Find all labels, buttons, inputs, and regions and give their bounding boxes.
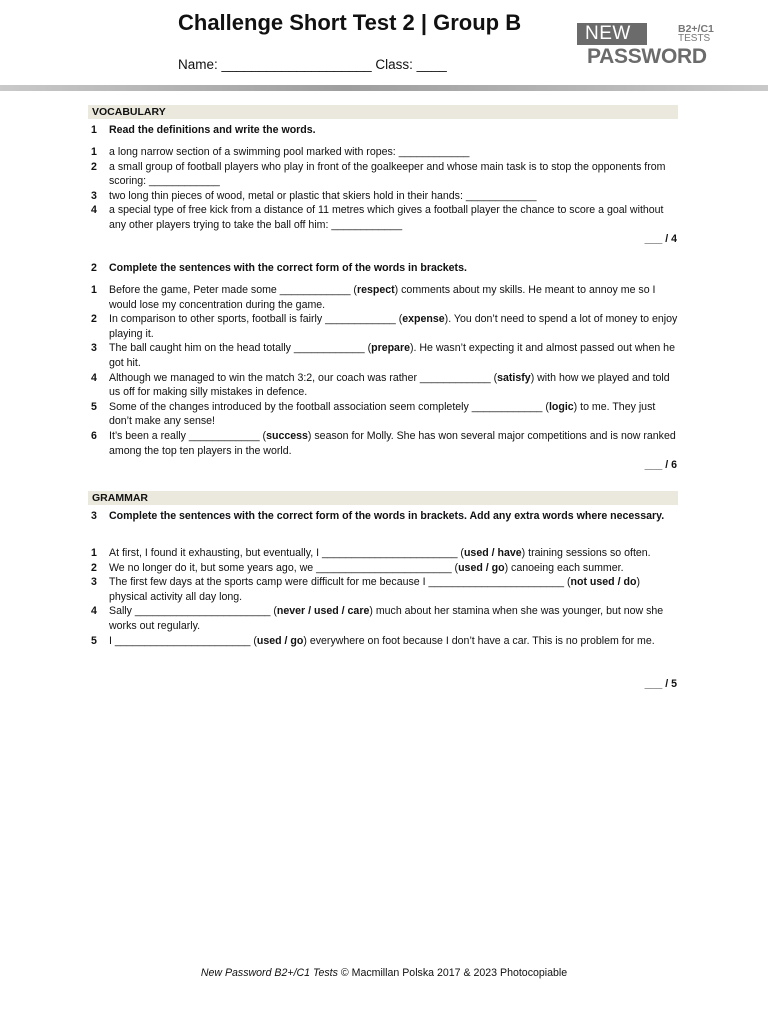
bracket-word: satisfy: [497, 371, 531, 384]
task-3-score: ___ / 5: [644, 678, 677, 690]
list-item: [91, 341, 681, 370]
logo-level-text: B2+/C1: [678, 23, 714, 35]
logo-new-text: NEW: [577, 23, 647, 45]
task-1-items: [91, 145, 681, 233]
item-number: 4: [91, 204, 97, 217]
list-item: [91, 400, 681, 429]
item-text: Before the game, Peter made some ____________ (respect) comments about my skills. He meant to annoy me so I would lose my concentration during the game.: [109, 284, 656, 311]
item-number: 4: [91, 371, 97, 384]
task-3-items: [91, 546, 681, 648]
item-text: Some of the changes introduced by the football association seem completely ____________ (logic) to me. They just don’t make any sense!: [109, 400, 656, 428]
task-number: 2: [91, 262, 97, 274]
item-number: 4: [91, 605, 97, 618]
list-item: [91, 371, 681, 400]
task-2-instruction: [91, 261, 681, 276]
item-text: In comparison to other sports, football is fairly ____________ (expense). You don’t need to spend a lot of money to enjoy playing it.: [109, 313, 678, 340]
item-text: The first few days at the sports camp were difficult for me because I _______________________ (not used / do) physical activity all day long.: [109, 576, 640, 603]
new-password-logo: [577, 23, 717, 69]
item-text: We no longer do it, but some years ago, we _______________________ (used / go) canoeing each summer.: [109, 561, 624, 574]
item-text: At first, I found it exhausting, but eventually, I _______________________ (used / have) training sessions so often.: [109, 547, 651, 559]
item-text: The ball caught him on the head totally ____________ (prepare). He wasn’t expecting it and almost passed out when he got hit.: [109, 342, 675, 369]
list-item: [91, 145, 681, 160]
item-text: a small group of football players who play in front of the goalkeeper and whose main task is to stop the opponents from scoring: ____________: [109, 160, 666, 188]
list-item: [91, 429, 681, 458]
task-1-score: ___ / 4: [644, 233, 677, 245]
list-item: [91, 312, 681, 341]
item-number: 6: [91, 429, 97, 442]
bracket-word: never / used / care: [276, 605, 370, 618]
bracket-word: used / go: [458, 561, 505, 574]
task-text: Read the definitions and write the words.: [109, 124, 316, 136]
task-2-score: ___ / 6: [644, 459, 677, 471]
item-number: 1: [91, 284, 97, 296]
item-text: I _______________________ (used / go) everywhere on foot because I don’t have a car. This is no problem for me.: [109, 634, 655, 647]
header-divider: [0, 85, 768, 91]
list-item: [91, 160, 681, 189]
list-item: [91, 283, 681, 312]
item-text: a long narrow section of a swimming pool marked with ropes: ____________: [109, 146, 470, 158]
list-item: [91, 604, 681, 633]
list-item: [91, 189, 681, 204]
bracket-word: not used / do: [570, 576, 637, 589]
grammar-heading: GRAMMAR: [88, 491, 678, 505]
item-number: 5: [91, 634, 97, 647]
item-number: 3: [91, 189, 97, 202]
item-number: 5: [91, 400, 97, 413]
footer-copyright: © Macmillan Polska 2017 & 2023 Photocopiable: [337, 967, 568, 979]
logo-password-text: PASSWORD: [587, 45, 707, 68]
list-item: [91, 634, 681, 649]
bracket-word: success: [266, 429, 308, 442]
item-text: two long thin pieces of wood, metal or plastic that skiers hold in their hands: ____________: [109, 189, 537, 202]
task-number: 3: [91, 510, 97, 522]
item-number: 3: [91, 342, 97, 355]
bracket-word: respect: [356, 284, 395, 296]
task-2-items: [91, 283, 681, 458]
item-number: 2: [91, 313, 97, 326]
list-item: [91, 546, 681, 561]
item-text: It’s been a really ____________ (success) season for Molly. She has won several major competitions and is now ranked among the top ten players in the world.: [109, 429, 676, 457]
task-1-instruction: [91, 123, 681, 138]
item-number: 1: [91, 146, 97, 158]
item-number: 2: [91, 160, 97, 173]
item-number: 1: [91, 547, 97, 559]
bracket-word: used / go: [256, 634, 304, 647]
page-title: Challenge Short Test 2 | Group B: [178, 10, 522, 35]
name-class-line: Name: ____________________ Class: ____: [178, 57, 447, 72]
footer-book-title: New Password B2+/C1 Tests: [200, 967, 338, 979]
bracket-word: used / have: [463, 547, 522, 559]
task-text: Complete the sentences with the correct form of the words in brackets. Add any extra words where necessary.: [109, 510, 665, 522]
bracket-word: prepare: [371, 342, 410, 355]
list-item: [91, 561, 681, 576]
bracket-word: expense: [402, 313, 445, 326]
list-item: [91, 203, 681, 232]
bracket-word: logic: [548, 400, 574, 413]
task-text: Complete the sentences with the correct form of the words in brackets.: [109, 262, 467, 274]
item-number: 3: [91, 576, 97, 589]
task-number: 1: [91, 124, 97, 136]
task-3-instruction: [91, 509, 681, 524]
logo-tests-text: TESTS: [678, 33, 711, 44]
item-number: 2: [91, 561, 97, 574]
vocabulary-heading: VOCABULARY: [88, 105, 678, 119]
item-text: Although we managed to win the match 3:2, our coach was rather ____________ (satisfy) with how we played and told us off for making silly mistakes in defence.: [109, 371, 670, 399]
item-text: a special type of free kick from a distance of 11 metres which gives a football player the chance to score a goal without any other players trying to take the ball off him: ____________: [109, 204, 664, 231]
list-item: [91, 575, 681, 604]
page-footer: [0, 967, 768, 979]
item-text: Sally _______________________ (never / used / care) much about her stamina when she was younger, but now she works out regularly.: [109, 605, 664, 632]
